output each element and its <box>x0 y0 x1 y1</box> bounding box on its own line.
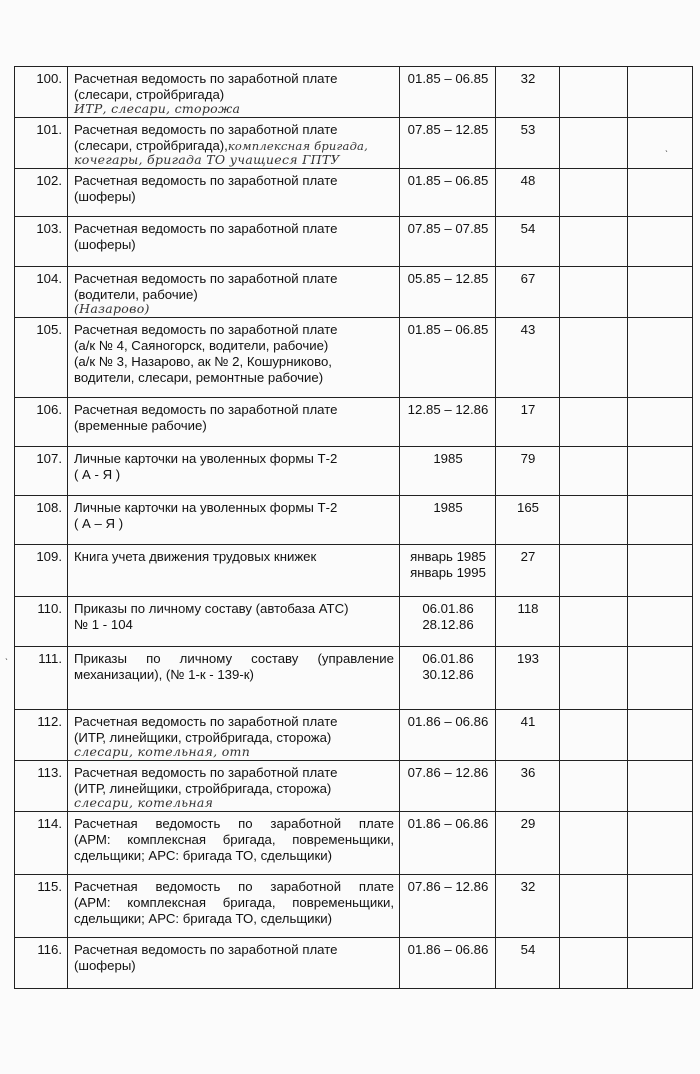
document-title-line: ( А – Я ) <box>74 516 124 531</box>
row-number: 106. <box>15 398 68 447</box>
document-title <box>68 545 400 597</box>
document-title-line: Расчетная ведомость по заработной плате <box>74 402 338 417</box>
document-title-line: (АРМ: комплексная бригада, повременьщики, <box>74 832 394 847</box>
row-number: 115. <box>15 875 68 938</box>
table-row <box>15 118 693 169</box>
document-title-line: Расчетная ведомость по заработной плате <box>74 816 394 831</box>
sheet-count: 53 <box>496 118 560 169</box>
document-title-line: (слесари, стройбригада) <box>74 87 225 102</box>
notes-cell <box>560 812 628 875</box>
notes-cell <box>560 118 628 169</box>
document-title-line: Расчетная ведомость по заработной плате <box>74 879 394 894</box>
table-row <box>15 875 693 938</box>
date-range <box>400 217 496 267</box>
sheet-count: 48 <box>496 169 560 217</box>
remarks-cell <box>628 267 693 318</box>
date-range <box>400 447 496 496</box>
date-range <box>400 647 496 710</box>
sheet-count: 36 <box>496 761 560 812</box>
table-row <box>15 938 693 989</box>
row-number: 100. <box>15 67 68 118</box>
sheet-count: 165 <box>496 496 560 545</box>
sheet-count: 118 <box>496 597 560 647</box>
remarks-cell <box>628 318 693 398</box>
document-title-line: механизации), (№ 1-к - 139-к) <box>74 667 254 682</box>
date-line: 30.12.86 <box>422 667 474 682</box>
sheet-count: 32 <box>496 67 560 118</box>
date-range <box>400 318 496 398</box>
row-number: 113. <box>15 761 68 812</box>
document-title <box>68 169 400 217</box>
date-range <box>400 118 496 169</box>
date-line: январь 1995 <box>410 565 486 580</box>
document-title-line: № 1 - 104 <box>74 617 133 632</box>
inventory-table <box>14 66 693 989</box>
document-title-line: сдельщики; АРС: бригада ТО, сдельщики) <box>74 911 333 926</box>
remarks-cell <box>628 545 693 597</box>
document-title-line: (водители, рабочие) <box>74 287 198 302</box>
document-title-line: (временные рабочие) <box>74 418 207 433</box>
notes-cell <box>560 217 628 267</box>
notes-cell <box>560 647 628 710</box>
remarks-cell <box>628 67 693 118</box>
date-range <box>400 875 496 938</box>
notes-cell <box>560 398 628 447</box>
document-title-line: (а/к № 4, Саяногорск, водители, рабочие) <box>74 338 329 353</box>
date-line: январь 1985 <box>410 549 486 564</box>
document-title <box>68 118 400 169</box>
notes-cell <box>560 938 628 989</box>
table-row <box>15 217 693 267</box>
table-row <box>15 496 693 545</box>
date-line: 07.86 – 12.86 <box>407 879 489 894</box>
document-title-line: Расчетная ведомость по заработной плате <box>74 122 338 137</box>
sheet-count: 54 <box>496 938 560 989</box>
table-row <box>15 812 693 875</box>
document-title-line: Книга учета движения трудовых книжек <box>74 549 317 564</box>
sheet-count: 79 <box>496 447 560 496</box>
document-title-line: (а/к № 3, Назарово, ак № 2, Кошурниково, <box>74 354 332 369</box>
document-title-line: Расчетная ведомость по заработной плате <box>74 221 338 236</box>
sheet-count: 67 <box>496 267 560 318</box>
notes-cell <box>560 169 628 217</box>
notes-cell <box>560 545 628 597</box>
row-number: 108. <box>15 496 68 545</box>
date-range <box>400 545 496 597</box>
document-title <box>68 938 400 989</box>
remarks-cell <box>628 647 693 710</box>
date-line: 07.85 – 07.85 <box>407 221 489 236</box>
date-range <box>400 67 496 118</box>
document-title <box>68 318 400 398</box>
row-number: 112. <box>15 710 68 761</box>
date-line: 1985 <box>433 451 463 466</box>
date-line: 01.86 – 06.86 <box>407 942 489 957</box>
remarks-cell <box>628 710 693 761</box>
document-title-line: Приказы по личному составу (управление <box>74 651 394 666</box>
document-title-line: Личные карточки на уволенных формы Т-2 <box>74 500 338 515</box>
date-line: 01.86 – 06.86 <box>407 816 489 831</box>
remarks-cell <box>628 496 693 545</box>
table-row <box>15 267 693 318</box>
table-row <box>15 545 693 597</box>
sheet-count: 43 <box>496 318 560 398</box>
notes-cell <box>560 710 628 761</box>
document-title-line: (шоферы) <box>74 189 136 204</box>
handwritten-note: слесари, котельная, отп <box>74 744 251 759</box>
row-number: 111. <box>15 647 68 710</box>
date-range <box>400 496 496 545</box>
table-row <box>15 710 693 761</box>
document-title <box>68 217 400 267</box>
row-number: 107. <box>15 447 68 496</box>
table-row <box>15 169 693 217</box>
document-title-line: Расчетная ведомость по заработной плате <box>74 765 338 780</box>
date-line: 12.85 – 12.86 <box>407 402 489 417</box>
notes-cell <box>560 761 628 812</box>
document-title-line: (шоферы) <box>74 958 136 973</box>
document-title-line: (ИТР, линейщики, стройбригада, сторожа) <box>74 781 332 796</box>
remarks-cell <box>628 812 693 875</box>
row-number: 103. <box>15 217 68 267</box>
date-line: 06.01.86 <box>422 601 474 616</box>
sheet-count: 54 <box>496 217 560 267</box>
date-line: 07.86 – 12.86 <box>407 765 489 780</box>
remarks-cell <box>628 447 693 496</box>
remarks-cell <box>628 875 693 938</box>
row-number: 105. <box>15 318 68 398</box>
row-number: 102. <box>15 169 68 217</box>
handwritten-note: кочегары, бригада ТО учащиеся ГПТУ <box>74 152 340 167</box>
row-number: 101. <box>15 118 68 169</box>
table-row <box>15 761 693 812</box>
remarks-cell <box>628 118 693 169</box>
sheet-count: 27 <box>496 545 560 597</box>
notes-cell <box>560 597 628 647</box>
document-title-line: Расчетная ведомость по заработной плате <box>74 71 338 86</box>
document-title-line: (слесари, стройбригада), <box>74 138 228 153</box>
date-range <box>400 812 496 875</box>
remarks-cell <box>628 938 693 989</box>
document-title <box>68 875 400 938</box>
sheet-count: 41 <box>496 710 560 761</box>
document-title-line: Расчетная ведомость по заработной плате <box>74 942 338 957</box>
table-row <box>15 597 693 647</box>
sheet-count: 32 <box>496 875 560 938</box>
date-range <box>400 597 496 647</box>
stray-mark: ˎ <box>5 650 9 661</box>
date-line: 07.85 – 12.85 <box>407 122 489 137</box>
document-title-line: Расчетная ведомость по заработной плате <box>74 322 338 337</box>
sheet-count: 17 <box>496 398 560 447</box>
document-title-line: Расчетная ведомость по заработной плате <box>74 173 338 188</box>
document-title-line: сдельщики; АРС: бригада ТО, сдельщики) <box>74 848 333 863</box>
remarks-cell <box>628 761 693 812</box>
date-line: 06.01.86 <box>422 651 474 666</box>
document-title <box>68 67 400 118</box>
table-row <box>15 318 693 398</box>
notes-cell <box>560 447 628 496</box>
date-range <box>400 267 496 318</box>
document-title <box>68 647 400 710</box>
remarks-cell <box>628 169 693 217</box>
row-number: 116. <box>15 938 68 989</box>
date-range <box>400 938 496 989</box>
date-line: 01.85 – 06.85 <box>407 71 489 86</box>
date-range <box>400 761 496 812</box>
date-line: 01.86 – 06.86 <box>407 714 489 729</box>
document-title <box>68 496 400 545</box>
document-title <box>68 710 400 761</box>
document-title-line: ( А - Я ) <box>74 467 121 482</box>
table-row <box>15 647 693 710</box>
date-range <box>400 710 496 761</box>
handwritten-note: (Назарово) <box>74 301 150 316</box>
remarks-cell <box>628 398 693 447</box>
notes-cell <box>560 67 628 118</box>
document-title-line: (шоферы) <box>74 237 136 252</box>
date-line: 1985 <box>433 500 463 515</box>
stray-mark: ˎ <box>665 142 669 153</box>
inventory-table-body <box>15 67 693 989</box>
document-title <box>68 447 400 496</box>
document-title-line: Приказы по личному составу (автобаза АТС) <box>74 601 349 616</box>
date-line: 01.85 – 06.85 <box>407 322 489 337</box>
table-row <box>15 67 693 118</box>
document-title <box>68 761 400 812</box>
row-number: 114. <box>15 812 68 875</box>
date-line: 05.85 – 12.85 <box>407 271 489 286</box>
date-line: 01.85 – 06.85 <box>407 173 489 188</box>
date-range <box>400 169 496 217</box>
notes-cell <box>560 318 628 398</box>
notes-cell <box>560 267 628 318</box>
notes-cell <box>560 496 628 545</box>
handwritten-note: ИТР, слесари, сторожа <box>74 101 241 116</box>
document-title <box>68 597 400 647</box>
remarks-cell <box>628 597 693 647</box>
handwritten-note: слесари, котельная <box>74 795 214 810</box>
document-title <box>68 398 400 447</box>
document-title-line: водители, слесари, ремонтные рабочие) <box>74 370 324 385</box>
document-title <box>68 812 400 875</box>
date-range <box>400 398 496 447</box>
document-title-line: (АРМ: комплексная бригада, повременьщики, <box>74 895 394 910</box>
document-title <box>68 267 400 318</box>
sheet-count: 193 <box>496 647 560 710</box>
remarks-cell <box>628 217 693 267</box>
handwritten-note: комплексная бригада, <box>227 139 368 153</box>
date-line: 28.12.86 <box>422 617 474 632</box>
notes-cell <box>560 875 628 938</box>
table-row <box>15 398 693 447</box>
row-number: 104. <box>15 267 68 318</box>
row-number: 110. <box>15 597 68 647</box>
sheet-count: 29 <box>496 812 560 875</box>
document-title-line: (ИТР, линейщики, стройбригада, сторожа) <box>74 730 332 745</box>
table-row <box>15 447 693 496</box>
row-number: 109. <box>15 545 68 597</box>
document-title-line: Личные карточки на уволенных формы Т-2 <box>74 451 338 466</box>
document-title-line: Расчетная ведомость по заработной плате <box>74 271 338 286</box>
document-title-line: Расчетная ведомость по заработной плате <box>74 714 338 729</box>
